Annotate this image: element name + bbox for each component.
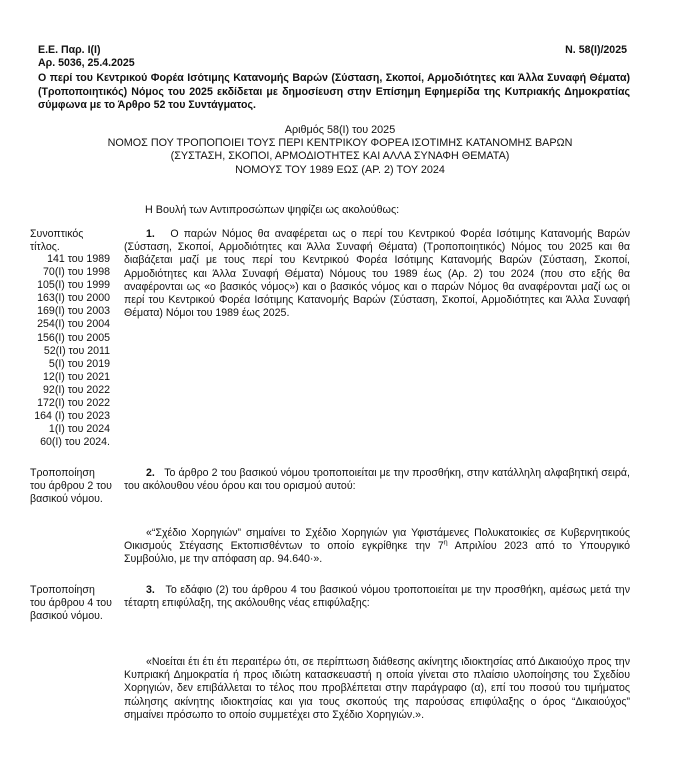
law-ref: 12(Ι) του 2021 — [43, 370, 110, 383]
section-3-text: Το εδάφιο (2) του άρθρου 4 του βασικού νόμου τροποποιείται με την προσθήκη, αμέσως μετά την τέταρτη επιφύλαξη, της ακόλουθης νέας επιφύλαξης: — [124, 584, 630, 610]
law-ref: 254(Ι) του 2004 — [37, 318, 110, 331]
gazette-issue-label: Αρ. 5036, 25.4.2025 — [38, 57, 135, 69]
section-1 — [124, 228, 630, 320]
quote-text-b: Απριλίου 2023 από το Υπουργικό Συμβούλιο, με την απόφαση αρ. 94.640·». — [124, 540, 630, 566]
law-ref: 1(Ι) του 2024 — [48, 423, 110, 436]
law-ref: 169(Ι) του 2003 — [37, 305, 110, 318]
section-3 — [124, 584, 630, 610]
section-2-text: Το άρθρο 2 του βασικού νόμου τροποποιείται με την προσθήκη, στην κατάλληλη αλφαβητική σειρά, του ακόλουθου νέου όρου και του ορισμού αυτού: — [124, 467, 630, 493]
law-ref: 156(Ι) του 2005 — [37, 331, 110, 344]
gazette-header — [38, 44, 135, 70]
law-title-block — [60, 124, 620, 177]
amending-laws-list — [30, 253, 110, 449]
margin-note-amend-article-2: Τροποποίηση του άρθρου 2 του βασικού νόμου. — [30, 467, 112, 505]
margin-note-short-title: Συνοπτικός τίτλος. — [30, 228, 84, 253]
law-ref: 60(Ι) του 2024. — [40, 436, 110, 449]
section-2-definition-quote — [124, 527, 630, 567]
margin-note-amend-article-4: Τροποποίηση του άρθρου 4 του βασικού νόμου. — [30, 584, 112, 622]
law-ref: 52(Ι) του 2011 — [43, 344, 110, 357]
publication-intro: Ο περί του Κεντρικού Φορέα Ισότιμης Κατανομής Βαρών (Σύσταση, Σκοποί, Αρμοδιότητες και Άλλα Συναφή Θέματα) (Τροποποιητικός) Νόμος του 2025 εκδίδεται με δημοσίευση στην Επίσημη Εφημερίδα της Κυπριακής Δημοκρατίας σύμφωνα με το Άρθρο 52 του Συντάγματος. — [38, 72, 630, 111]
quote-text-a: «“Σχέδιο Χορηγιών” σημαίνει το Σχέδιο Χορηγιών για Υφιστάμενες Πολυκατοικίες σε Κυβερνητικούς Οικισμούς Στέγασης Εκτοπισθέντων το οποίο εγκρίθηκε την 7 — [124, 527, 630, 553]
section-3-number: 3. — [146, 584, 155, 596]
law-title-line-3: ΝΟΜΟΥΣ ΤΟΥ 1989 ΕΩΣ (ΑΡ. 2) ΤΟΥ 2024 — [235, 163, 445, 176]
section-1-number: 1. — [146, 228, 155, 240]
section-2-number: 2. — [146, 467, 155, 479]
law-title-number: Αριθμός 58(Ι) του 2025 — [284, 124, 396, 136]
law-ref: 163(Ι) του 2000 — [37, 292, 110, 305]
law-ref: 172(Ι) του 2022 — [37, 397, 110, 410]
enacting-clause: Η Βουλή των Αντιπροσώπων ψηφίζει ως ακολούθως: — [145, 204, 400, 216]
law-ref: 5(Ι) του 2019 — [48, 357, 110, 370]
section-2 — [124, 467, 630, 493]
law-ref: 141 του 1989 — [47, 253, 110, 265]
quote-superscript: η — [443, 539, 448, 547]
law-number: Ν. 58(Ι)/2025 — [565, 44, 627, 56]
gazette-part-label: Ε.Ε. Παρ. Ι(Ι) — [38, 44, 101, 56]
law-title-line-1: ΝΟΜΟΣ ΠΟΥ ΤΡΟΠΟΠΟΙΕΙ ΤΟΥΣ ΠΕΡΙ ΚΕΝΤΡΙΚΟΥ ΦΟΡΕΑ ΙΣΟΤΙΜΗΣ ΚΑΤΑΝΟΜΗΣ ΒΑΡΩΝ — [107, 137, 573, 150]
law-ref: 164 (Ι) του 2023 — [34, 410, 110, 423]
law-ref: 70(Ι) του 1998 — [43, 266, 110, 279]
law-title-line-2: (ΣΥΣΤΑΣΗ, ΣΚΟΠΟΙ, ΑΡΜΟΔΙΟΤΗΤΕΣ ΚΑΙ ΑΛΛΑ ΣΥΝΑΦΗ ΘΕΜΑΤΑ) — [170, 150, 510, 163]
section-1-text: Ο παρών Νόμος θα αναφέρεται ως ο περί του Κεντρικού Φορέα Ισότιμης Κατανομής Βαρών (Σύσταση, Σκοποί, Αρμοδιότητες και Άλλα Συναφή Θέματα) (Τροποποιητικός) Νόμος του 2025 και θα διαβάζεται μαζί με τους περί του Κεντρικού Φορέα Ισότιμης Κατανομής Βαρών (Σύσταση, Σκοποί, Αρμοδιότητες και Άλλα Συναφή Θέματα) Νόμους του 1989 έως (Αρ. 2) του 2024 (που στο εξής θα αναφέρονται ως «ο βασικός νόμος») και ο βασικός νόμος και ο παρών Νόμος θα αναφέρονται μαζί ως οι περί του Κεντρικού Φορέα Ισότιμης Κατανομής Βαρών (Σύσταση, Σκοποί, Αρμοδιότητες και Άλλα Συναφή Θέματα) Νόμοι του 1989 έως 2025. — [124, 228, 630, 320]
law-ref: 92(Ι) του 2022 — [43, 383, 110, 396]
law-ref: 105(Ι) του 1999 — [37, 279, 110, 292]
section-3-proviso-quote: «Νοείται έτι έτι έτι περαιτέρω ότι, σε περίπτωση διάθεσης ακίνητης ιδιοκτησίας από Δικαιούχο προς την Κυπριακή Δημοκρατία ή προς ιδιώτη κατασκευαστή η οποία γίνεται στο πλαίσιο υλοποίησης του Σχεδίου Χορηγιών, δεν επιβάλλεται το τέλος που προβλέπεται στην παράγραφο (α), επί του ποσού του τιμήματος πώλησης ακίνητης ιδιοκτησίας και για τους σκοπούς της παρούσας επιφύλαξης ο όρος “Δικαιούχος” σημαίνει πρόσωπο το οποίο συμμετέχει στο Σχέδιο Χορηγιών.». — [124, 656, 630, 721]
